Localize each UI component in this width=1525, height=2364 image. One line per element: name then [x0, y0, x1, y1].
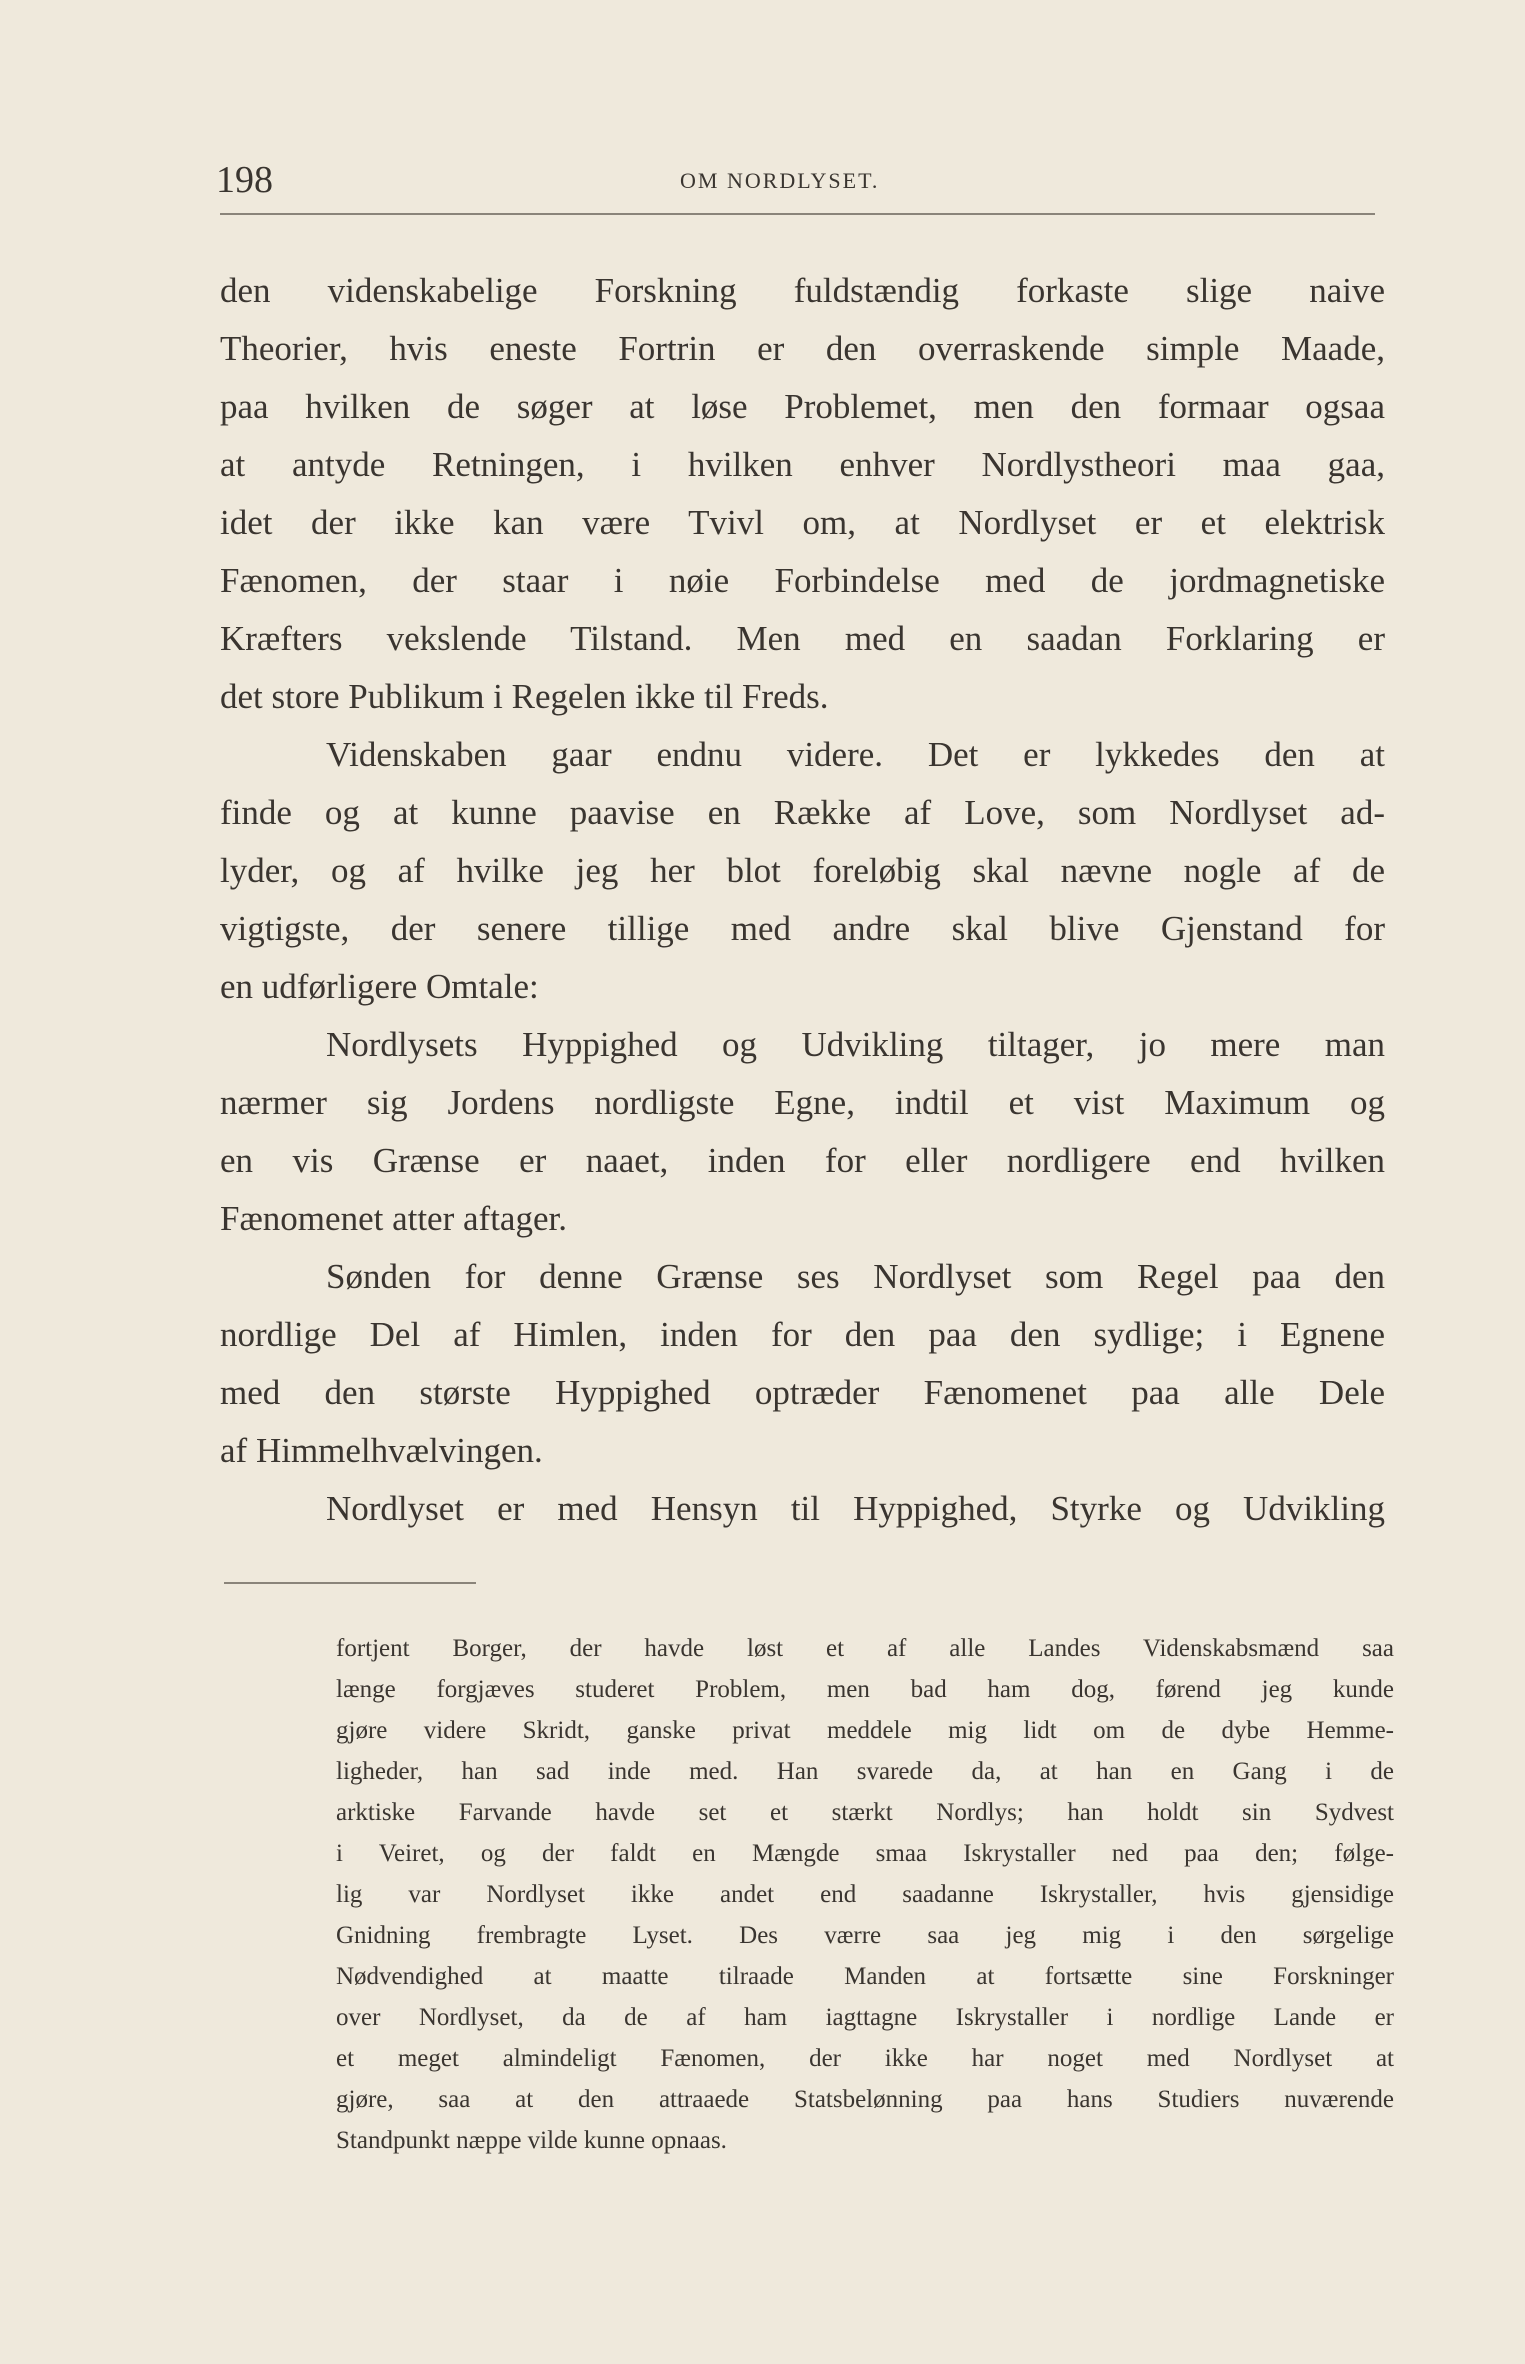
footnote-line: gjøre, saa at den attraaede Statsbelønning paa hans Studiers nuværende [336, 2086, 1394, 2113]
footnote-line: Gnidning frembragte Lyset. Des værre saa jeg mig i den sørgelige [336, 1922, 1394, 1949]
body-line: at antyde Retningen, i hvilken enhver Nordlystheori maa gaa, [220, 445, 1385, 484]
body-line: med den største Hyppighed optræder Fænomenet paa alle Dele [220, 1373, 1385, 1412]
footnote-line: over Nordlyset, da de af ham iagttagne Iskrystaller i nordlige Lande er [336, 2004, 1394, 2031]
body-line: vigtigste, der senere tillige med andre skal blive Gjenstand for [220, 909, 1385, 948]
body-line: lyder, og af hvilke jeg her blot foreløbig skal nævne nogle af de [220, 851, 1385, 890]
body-line: Kræfters vekslende Tilstand. Men med en saadan Forklaring er [220, 619, 1385, 658]
body-line: idet der ikke kan være Tvivl om, at Nordlyset er et elektrisk [220, 503, 1385, 542]
body-line: paa hvilken de søger at løse Problemet, men den formaar ogsaa [220, 387, 1385, 426]
page-number: 198 [216, 159, 273, 201]
body-line: Fænomen, der staar i nøie Forbindelse med de jordmagnetiske [220, 561, 1385, 600]
body-line: det store Publikum i Regelen ikke til Freds. [220, 677, 829, 716]
body-line: en vis Grænse er naaet, inden for eller nordligere end hvilken [220, 1141, 1385, 1180]
body-text [220, 262, 1385, 1538]
footnote [336, 1628, 1394, 2161]
footnote-line: gjøre videre Skridt, ganske privat meddele mig lidt om de dybe Hemme- [336, 1717, 1394, 1744]
body-line: Theorier, hvis eneste Fortrin er den overraskende simple Maade, [220, 329, 1385, 368]
body-line: Nordlysets Hyppighed og Udvikling tiltager, jo mere man [326, 1025, 1385, 1064]
body-line: finde og at kunne paavise en Række af Love, som Nordlyset ad- [220, 793, 1385, 832]
footnote-line: lig var Nordlyset ikke andet end saadanne Iskrystaller, hvis gjensidige [336, 1881, 1394, 1908]
body-line: af Himmelhvælvingen. [220, 1431, 543, 1470]
body-line: nærmer sig Jordens nordligste Egne, indtil et vist Maximum og [220, 1083, 1385, 1122]
running-title: OM NORDLYSET. [680, 168, 880, 193]
body-line: nordlige Del af Himlen, inden for den paa den sydlige; i Egnene [220, 1315, 1385, 1354]
footnote-line: i Veiret, og der faldt en Mængde smaa Iskrystaller ned paa den; følge- [336, 1840, 1394, 1867]
footnote-line: Standpunkt næppe vilde kunne opnaas. [336, 2127, 727, 2154]
footnote-line: ligheder, han sad inde med. Han svarede da, at han en Gang i de [336, 1758, 1394, 1785]
footnote-line: et meget almindeligt Fænomen, der ikke har noget med Nordlyset at [336, 2045, 1394, 2072]
footnote-line: længe forgjæves studeret Problem, men bad ham dog, førend jeg kunde [336, 1676, 1394, 1703]
footnote-line: arktiske Farvande havde set et stærkt Nordlys; han holdt sin Sydvest [336, 1799, 1394, 1826]
header-rule [220, 213, 1375, 215]
body-line: den videnskabelige Forskning fuldstændig forkaste slige naive [220, 271, 1385, 310]
body-line: Nordlyset er med Hensyn til Hyppighed, Styrke og Udvikling [326, 1489, 1385, 1528]
footnote-line: Nødvendighed at maatte tilraade Manden at fortsætte sine Forskninger [336, 1963, 1394, 1990]
body-line: Videnskaben gaar endnu videre. Det er lykkedes den at [326, 735, 1385, 774]
body-line: Fænomenet atter aftager. [220, 1199, 567, 1238]
footnote-rule [224, 1582, 476, 1584]
footnote-line: fortjent Borger, der havde løst et af alle Landes Videnskabsmænd saa [336, 1635, 1394, 1662]
body-line: en udførligere Omtale: [220, 967, 539, 1006]
body-line: Sønden for denne Grænse ses Nordlyset som Regel paa den [326, 1257, 1385, 1296]
